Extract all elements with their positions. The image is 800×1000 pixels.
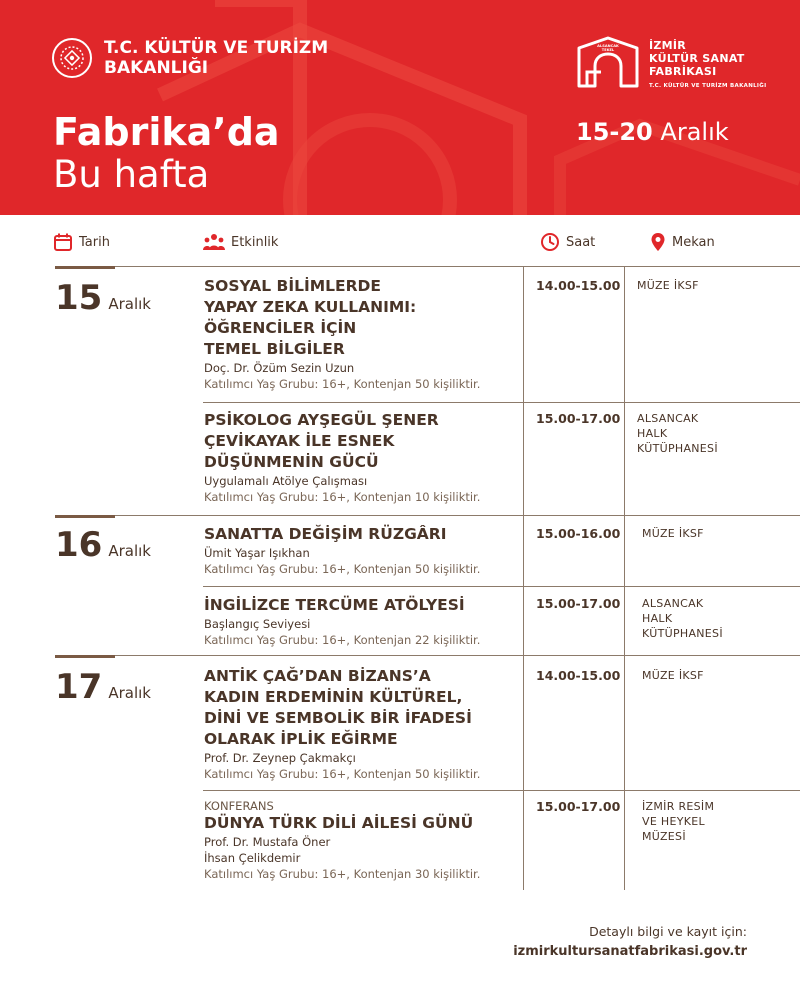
event-audience: Katılımcı Yaş Grubu: 16+, Kontenjan 50 kişiliktir. <box>204 767 481 781</box>
ministry-emblem-icon <box>52 38 92 78</box>
time-column-divider <box>523 266 524 890</box>
event-speaker: İhsan Çelikdemir <box>204 851 301 865</box>
column-header-event <box>203 232 278 252</box>
event-category: KONFERANS <box>204 799 274 813</box>
footer-website-link[interactable]: izmirkultursanatfabrikasi.gov.tr <box>513 944 747 959</box>
day-label <box>55 278 151 318</box>
event-venue <box>642 668 704 683</box>
event-title-line: ÖĞRENCİLER İÇİN <box>204 319 357 337</box>
event-time: 14.00-15.00 <box>536 668 621 683</box>
event-description: Uygulamalı Atölye Çalışması <box>204 474 368 488</box>
calendar-icon <box>53 232 73 252</box>
event-title-line: İNGİLİZCE TERCÜME ATÖLYESİ <box>204 596 465 614</box>
column-header-time-label: Saat <box>566 234 596 250</box>
event-item <box>204 410 514 506</box>
factory-subtitle: T.C. KÜLTÜR VE TURİZM BAKANLIĞI <box>649 83 767 89</box>
factory-building-icon <box>577 36 639 88</box>
event-description: Başlangıç Seviyesi <box>204 617 311 631</box>
event-item <box>204 524 514 578</box>
column-header-date <box>53 232 110 252</box>
event-title-line: ÇEVİKAYAK İLE ESNEK <box>204 432 395 450</box>
ministry-name-line-2: BAKANLIĞI <box>104 58 209 78</box>
factory-name-line-2: KÜLTÜR SANAT <box>649 52 745 65</box>
event-title <box>204 524 514 545</box>
page-subtitle: Bu hafta <box>53 153 210 196</box>
event-venue-line: İZMİR RESİM <box>642 800 715 813</box>
event-venue-line: MÜZESİ <box>642 830 686 843</box>
event-title-line: DÜNYA TÜRK DİLİ AİLESİ GÜNÜ <box>204 814 474 832</box>
day-divider-accent <box>55 266 115 269</box>
day-label <box>55 525 151 565</box>
clock-icon <box>540 232 560 252</box>
event-speaker: Prof. Dr. Mustafa Öner <box>204 835 331 849</box>
event-title-line: ANTİK ÇAĞ’DAN BİZANS’A <box>204 667 431 685</box>
factory-name <box>649 39 766 93</box>
event-venue-line: MÜZE İKSF <box>642 527 704 540</box>
event-item <box>204 276 514 393</box>
event-venue <box>637 411 718 456</box>
column-header-venue-label: Mekan <box>672 234 715 250</box>
row-divider <box>203 402 800 403</box>
event-item <box>204 595 514 649</box>
factory-logo-small-text-2: TEKEL <box>601 48 615 52</box>
table-top-divider <box>55 266 800 267</box>
event-time: 15.00-17.00 <box>536 596 621 611</box>
row-divider <box>203 790 800 791</box>
day-label <box>55 667 151 707</box>
event-venue-line: ALSANCAK <box>642 597 704 610</box>
event-audience: Katılımcı Yaş Grubu: 16+, Kontenjan 50 kişiliktir. <box>204 562 481 576</box>
day-month: Aralık <box>108 684 151 702</box>
event-title-line: SANATTA DEĞİŞİM RÜZGÂRI <box>204 525 447 543</box>
event-title <box>204 595 514 616</box>
event-title-line: YAPAY ZEKA KULLANIMI: <box>204 298 417 316</box>
event-title-line: KADIN ERDEMİNİN KÜLTÜREL, <box>204 688 463 706</box>
event-venue-line: VE HEYKEL <box>642 815 705 828</box>
event-item <box>204 666 514 783</box>
page-title: Fabrika’da <box>53 110 280 154</box>
factory-logo-small-text-1: ALSANCAK <box>597 44 619 48</box>
day-number: 15 <box>55 278 103 318</box>
event-title-line: TEMEL BİLGİLER <box>204 340 345 358</box>
day-month: Aralık <box>108 295 151 313</box>
event-venue <box>642 799 714 844</box>
event-audience: Katılımcı Yaş Grubu: 16+, Kontenjan 30 kişiliktir. <box>204 867 481 881</box>
event-title <box>204 410 514 473</box>
event-audience: Katılımcı Yaş Grubu: 16+, Kontenjan 10 kişiliktir. <box>204 490 481 504</box>
factory-logo <box>577 36 766 93</box>
event-audience: Katılımcı Yaş Grubu: 16+, Kontenjan 50 kişiliktir. <box>204 377 481 391</box>
date-range-month: Aralık <box>660 118 729 146</box>
column-header-time <box>540 232 595 252</box>
event-title-line: PSİKOLOG AYŞEGÜL ŞENER <box>204 411 439 429</box>
day-divider <box>55 515 800 516</box>
row-divider <box>203 586 800 587</box>
day-month: Aralık <box>108 542 151 560</box>
day-divider <box>55 655 800 656</box>
column-header-venue <box>650 232 715 252</box>
event-venue <box>642 596 723 641</box>
event-venue-line: KÜTÜPHANESİ <box>637 442 718 455</box>
factory-name-line-3: FABRİKASI <box>649 65 717 78</box>
event-title <box>204 666 514 750</box>
event-time: 15.00-16.00 <box>536 526 621 541</box>
ministry-name <box>104 38 328 78</box>
event-speaker: Prof. Dr. Zeynep Çakmakçı <box>204 751 356 765</box>
event-title-line: DİNİ VE SEMBOLİK BİR İFADESİ <box>204 709 472 727</box>
event-venue-line: HALK <box>642 612 673 625</box>
event-venue <box>642 526 704 541</box>
column-header-event-label: Etkinlik <box>231 234 279 250</box>
day-number: 16 <box>55 525 103 565</box>
event-time: 15.00-17.00 <box>536 411 621 426</box>
event-item <box>204 799 514 883</box>
footer-info-label: Detaylı bilgi ve kayıt için: <box>589 924 747 939</box>
event-venue-line: KÜTÜPHANESİ <box>642 627 723 640</box>
event-title <box>204 276 514 360</box>
day-number: 17 <box>55 667 103 707</box>
day-divider-accent <box>55 655 115 658</box>
event-venue-line: MÜZE İKSF <box>637 279 699 292</box>
event-time: 15.00-17.00 <box>536 799 621 814</box>
event-venue-line: HALK <box>637 427 668 440</box>
ministry-name-line-1: T.C. KÜLTÜR VE TURİZM <box>104 38 329 58</box>
location-pin-icon <box>650 232 666 252</box>
event-speaker: Ümit Yaşar Işıkhan <box>204 546 310 560</box>
ministry-logo <box>52 38 328 78</box>
event-title-line: OLARAK İPLİK EĞİRME <box>204 730 398 748</box>
event-venue <box>637 278 699 293</box>
venue-column-divider <box>624 266 625 890</box>
column-header-date-label: Tarih <box>79 234 110 250</box>
people-group-icon <box>203 232 225 252</box>
footer <box>513 923 747 963</box>
event-title-line: DÜŞÜNMENİN GÜCÜ <box>204 453 379 471</box>
factory-name-line-1: İZMİR <box>649 39 687 52</box>
event-time: 14.00-15.00 <box>536 278 621 293</box>
date-range <box>576 117 729 147</box>
event-venue-line: ALSANCAK <box>637 412 699 425</box>
event-title <box>204 813 514 834</box>
event-speaker: Doç. Dr. Özüm Sezin Uzun <box>204 361 355 375</box>
event-title-line: SOSYAL BİLİMLERDE <box>204 277 382 295</box>
header-banner <box>0 0 800 215</box>
day-divider-accent <box>55 515 115 518</box>
event-venue-line: MÜZE İKSF <box>642 669 704 682</box>
event-audience: Katılımcı Yaş Grubu: 16+, Kontenjan 22 kişiliktir. <box>204 633 481 647</box>
date-range-days: 15-20 <box>576 118 653 146</box>
